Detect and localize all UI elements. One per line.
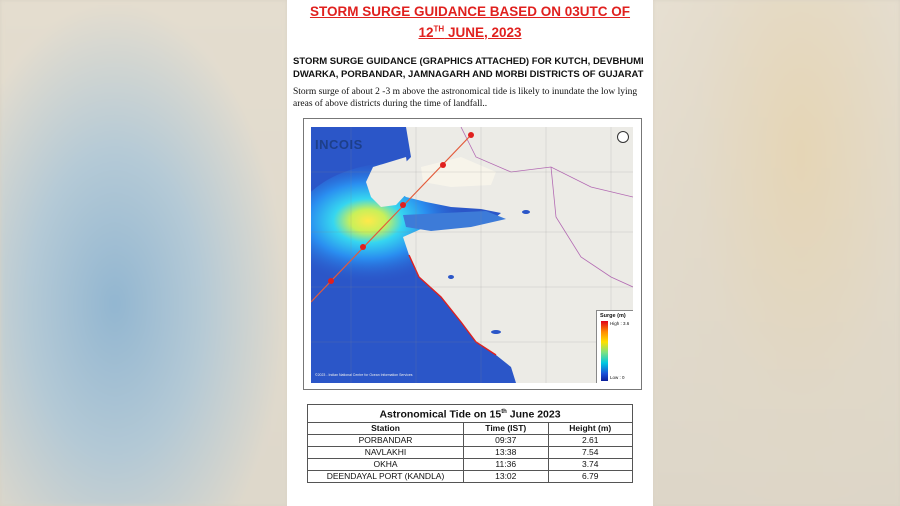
blurred-background-left <box>0 0 287 506</box>
track-point <box>360 244 366 250</box>
storm-surge-map-frame <box>303 118 642 390</box>
track-point <box>440 162 446 168</box>
surge-legend <box>596 310 633 383</box>
time-cell: 09:37 <box>464 434 549 446</box>
table-row <box>308 470 633 482</box>
blurred-background-right <box>653 0 900 506</box>
header-station: Station <box>308 422 464 434</box>
legend-color-bar <box>601 321 608 381</box>
tide-table-header <box>308 422 633 434</box>
legend-low-label: Low : 0 <box>610 375 625 380</box>
time-cell: 13:02 <box>464 470 549 482</box>
track-point <box>400 202 406 208</box>
astronomical-tide-table <box>307 404 633 483</box>
station-cell: PORBANDAR <box>308 434 464 446</box>
north-arrow-icon <box>617 131 629 143</box>
section-heading: STORM SURGE GUIDANCE (GRAPHICS ATTACHED) FOR KUTCH, DEVBHUMI DWARKA, PORBANDAR, JAMNAGARH AND MORBI DISTRICTS OF GUJARAT <box>293 56 644 80</box>
map-graphic <box>311 127 633 383</box>
legend-title: Surge (m) <box>600 313 626 319</box>
tide-table-caption: Astronomical Tide on 15th June 2023 <box>308 405 633 423</box>
table-row <box>308 446 633 458</box>
station-cell: DEENDAYAL PORT (KANDLA) <box>308 470 464 482</box>
header-time: Time (IST) <box>464 422 549 434</box>
height-cell: 7.54 <box>548 446 633 458</box>
table-row <box>308 458 633 470</box>
height-cell: 3.74 <box>548 458 633 470</box>
table-row <box>308 434 633 446</box>
height-cell: 6.79 <box>548 470 633 482</box>
map-copyright: ©2023 - Indian National Centre for Ocean Information Services <box>315 373 413 377</box>
time-cell: 11:36 <box>464 458 549 470</box>
height-cell: 2.61 <box>548 434 633 446</box>
incois-logo: INCOIS <box>315 137 363 152</box>
station-cell: OKHA <box>308 458 464 470</box>
document-page <box>287 0 653 506</box>
page-title-line2: 12TH JUNE, 2023 <box>418 24 522 40</box>
track-point <box>468 132 474 138</box>
page-title-line1: STORM SURGE GUIDANCE BASED ON 03UTC OF <box>309 4 631 19</box>
storm-surge-map <box>311 127 633 383</box>
time-cell: 13:38 <box>464 446 549 458</box>
station-cell: NAVLAKHI <box>308 446 464 458</box>
header-height: Height (m) <box>548 422 633 434</box>
surge-description: Storm surge of about 2 -3 m above the astronomical tide is likely to inundate the low lying areas of above districts during the time of landfall.. <box>293 87 638 109</box>
track-point <box>328 278 334 284</box>
legend-high-label: High : 3.6 <box>610 321 630 326</box>
